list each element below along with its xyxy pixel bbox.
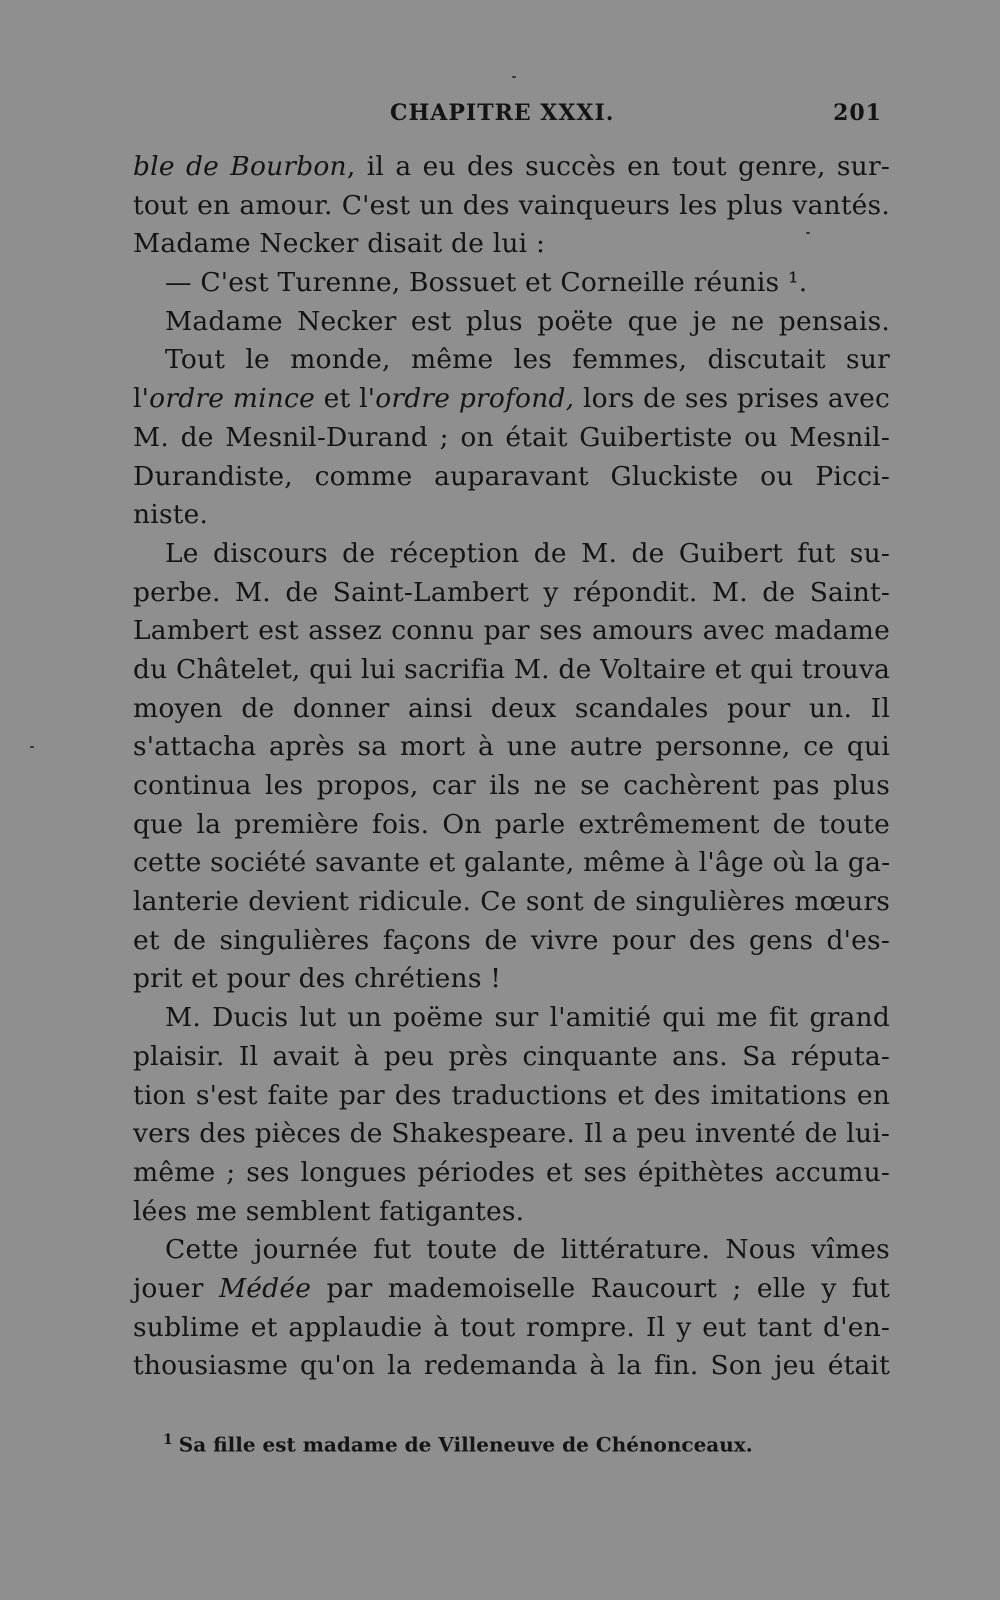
text-run: lanterie devient ridicule. Ce sont de singulières mœurs (133, 886, 890, 918)
body-text (133, 148, 890, 1386)
text-run: s'attacha après sa mort à une autre personne, ce qui (133, 731, 890, 763)
text-run: continua les propos, car ils ne se cachèrent pas plus (133, 770, 890, 801)
text-run: Madame Necker est plus poëte que je ne pensais. (165, 305, 890, 337)
text-line (133, 1193, 890, 1232)
text-run: tout en amour. C'est un des vainqueurs les plus vantés. (133, 189, 890, 221)
text-run: plaisir. Il avait à peu près cinquante ans. Sa réputa- (133, 1040, 890, 1072)
text-line (133, 806, 890, 845)
text-line (133, 651, 890, 690)
text-run: même ; ses longues périodes et ses épithètes accumu- (133, 1156, 890, 1188)
italic-text: Médée (218, 1272, 312, 1304)
text-line (133, 767, 890, 806)
text-run: Lambert est assez connu par ses amours avec madame (133, 615, 890, 647)
footnote-text: Sa fille est madame de Villeneuve de Chénonceaux. (178, 1432, 753, 1457)
text-run: perbe. M. de Saint-Lambert y répondit. M. de Saint- (133, 576, 890, 608)
text-line (133, 999, 890, 1038)
text-run: tion s'est faite par des traductions et des imitations en (133, 1079, 890, 1111)
text-run: du Châtelet, qui lui sacrifia M. de Voltaire et qui trouva (133, 653, 891, 685)
text-run: l' (133, 383, 150, 415)
text-run: Tout le monde, même les femmes, discutait sur (165, 344, 890, 376)
text-line (133, 960, 890, 999)
text-run: moyen de donner ainsi deux scandales pour un. Il (133, 692, 890, 724)
scan-speck (512, 76, 516, 78)
text-run: lées me semblent fatigantes. (133, 1195, 525, 1227)
text-line (133, 1309, 890, 1348)
text-run: cette société savante et galante, même à l'âge où la ga- (133, 847, 891, 879)
text-line (133, 1115, 890, 1154)
text-line (133, 883, 890, 922)
text-line (133, 1154, 890, 1193)
text-run: par mademoiselle Raucourt ; elle y fut (311, 1272, 890, 1304)
text-run: M. de Mesnil-Durand ; on était Guibertiste ou Mesnil- (133, 421, 890, 453)
text-run: Le discours de réception de M. de Guibert fut su- (165, 537, 890, 569)
text-line (133, 419, 890, 458)
text-run: jouer (133, 1272, 219, 1304)
text-run: Madame Necker disait de lui : (133, 228, 546, 260)
text-line (133, 380, 890, 419)
text-line (133, 728, 890, 767)
italic-text: ordre profond, (375, 383, 575, 415)
text-line (133, 844, 890, 883)
text-line (133, 1038, 890, 1077)
running-header (390, 100, 882, 134)
text-run: Cette journée fut toute de littérature. Nous vîmes (165, 1234, 890, 1266)
text-line (133, 148, 890, 187)
text-line (133, 922, 890, 961)
text-run: prit et pour des chrétiens ! (133, 963, 502, 995)
text-run: et l' (314, 383, 376, 415)
scan-speck (806, 232, 810, 234)
text-run: lors de ses prises avec (574, 383, 890, 415)
text-line (133, 612, 890, 651)
footnote-mark: 1 (163, 1432, 173, 1448)
text-line (133, 1231, 890, 1270)
text-run: sublime et applaudie à tout rompre. Il y eut tant d'en- (133, 1311, 890, 1343)
text-run: vers des pièces de Shakespeare. Il a peu inventé de lui- (133, 1118, 890, 1150)
text-line (133, 690, 890, 729)
text-line (133, 341, 890, 380)
footnote (163, 1432, 863, 1457)
italic-text: ble de Bourbon (133, 151, 347, 182)
text-run: , il a eu des succès en tout genre, sur- (346, 151, 890, 182)
text-line (133, 264, 890, 303)
text-run: et de singulières façons de vivre pour des gens d'es- (133, 924, 890, 956)
text-line (133, 535, 890, 574)
text-line (133, 303, 890, 342)
text-run: thousiasme qu'on la redemanda à la fin. Son jeu était (133, 1350, 890, 1382)
scan-speck (30, 746, 34, 748)
text-line (133, 225, 890, 264)
italic-text: ordre mince (149, 383, 315, 415)
text-run: que la première fois. On parle extrêmement de toute (133, 808, 890, 840)
text-run: — C'est Turenne, Bossuet et Corneille réunis ¹. (165, 267, 808, 299)
text-line (133, 1347, 890, 1386)
text-line (133, 187, 890, 226)
text-run: Durandiste, comme auparavant Gluckiste ou Picci- (133, 460, 890, 492)
text-line (133, 1077, 890, 1116)
text-line (133, 496, 890, 535)
page-number: 201 (833, 100, 882, 126)
chapter-title: CHAPITRE XXXI. (390, 100, 615, 126)
text-run: M. Ducis lut un poëme sur l'amitié qui me fit grand (165, 1002, 890, 1034)
text-line (133, 574, 890, 613)
text-line (133, 458, 890, 497)
text-run: niste. (133, 499, 209, 531)
text-line (133, 1270, 890, 1309)
